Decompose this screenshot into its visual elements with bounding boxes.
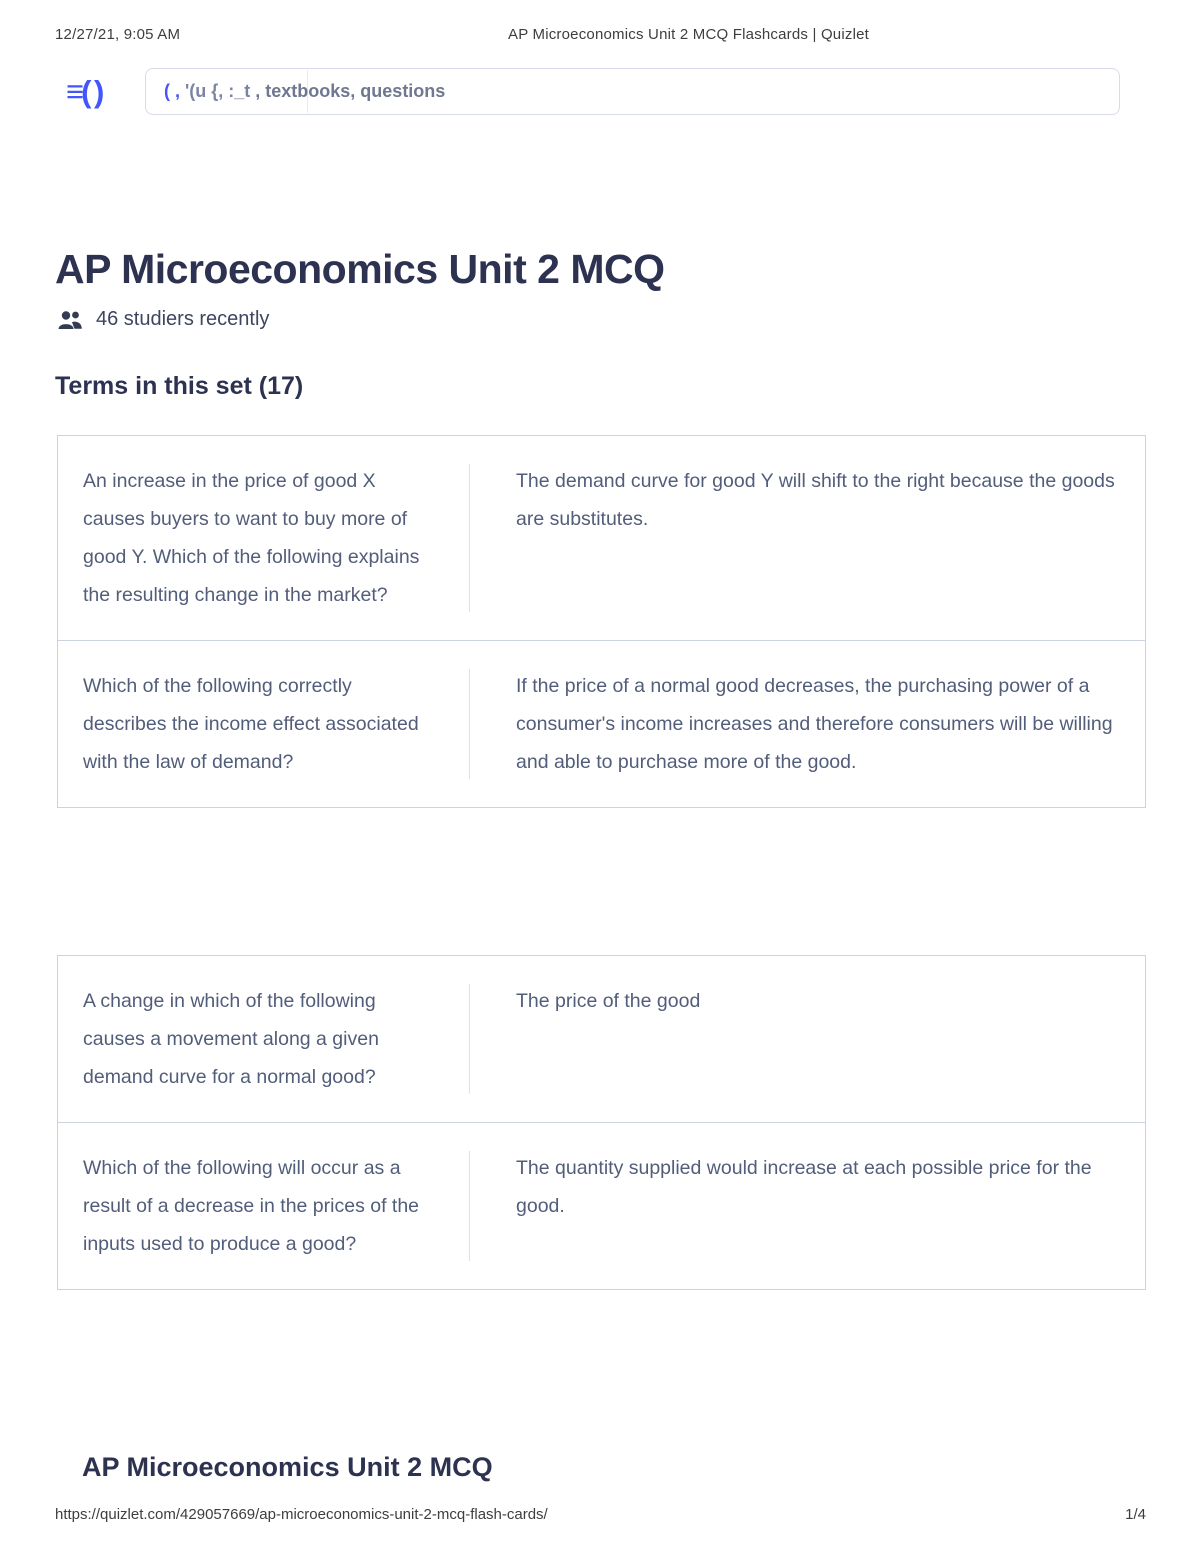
definition-text: The price of the good [516, 990, 701, 1012]
flashcard-group [57, 435, 1146, 808]
terms-section-heading: Terms in this set (17) [55, 372, 304, 400]
page-title: AP Microeconomics Unit 2 MCQ [55, 246, 665, 292]
flashcard-group [57, 955, 1146, 1290]
flashcard-row [57, 435, 1146, 641]
studiers-icon [57, 310, 83, 330]
term-text: Which of the following will occur as a result of a decrease in the prices of the inputs used to produce a good? [83, 1157, 420, 1255]
search-input[interactable] [145, 68, 1120, 115]
flashcard-row [57, 955, 1146, 1123]
search-placeholder: , textbooks, questions [255, 81, 446, 101]
studiers-count: 46 studiers recently [96, 308, 270, 330]
definition-text: The demand curve for good Y will shift to the right because the goods are substitutes. [516, 470, 1115, 530]
studiers-row [57, 308, 269, 331]
term-text: An increase in the price of good X causes buyers to want to buy more of good Y. Which of the following explains the resulting change in the market? [83, 470, 420, 606]
set-title-footer: AP Microeconomics Unit 2 MCQ [82, 1452, 493, 1482]
search-glitch-text-gray: '(u {, :_t [180, 81, 256, 101]
print-timestamp: 12/27/21, 9:05 AM [55, 26, 181, 43]
flashcard-row [57, 1122, 1146, 1290]
definition-text: The quantity supplied would increase at each possible price for the good. [516, 1157, 1092, 1217]
print-page-number: 1/4 [1125, 1506, 1146, 1523]
definition-text: If the price of a normal good decreases, the purchasing power of a consumer's income increases and therefore consumers will be willing and able to purchase more of the good. [516, 675, 1113, 773]
flashcard-row [57, 640, 1146, 808]
search-glitch-text-blue: ( , [164, 81, 180, 101]
term-text: A change in which of the following causes a movement along a given demand curve for a normal good? [83, 990, 379, 1088]
print-page-title: AP Microeconomics Unit 2 MCQ Flashcards | Quizlet [508, 26, 870, 43]
quizlet-logo[interactable]: ≡( ) [66, 74, 102, 109]
term-text: Which of the following correctly describes the income effect associated with the law of demand? [83, 675, 419, 773]
print-footer-url: https://quizlet.com/429057669/ap-microeconomics-unit-2-mcq-flash-cards/ [55, 1506, 548, 1523]
